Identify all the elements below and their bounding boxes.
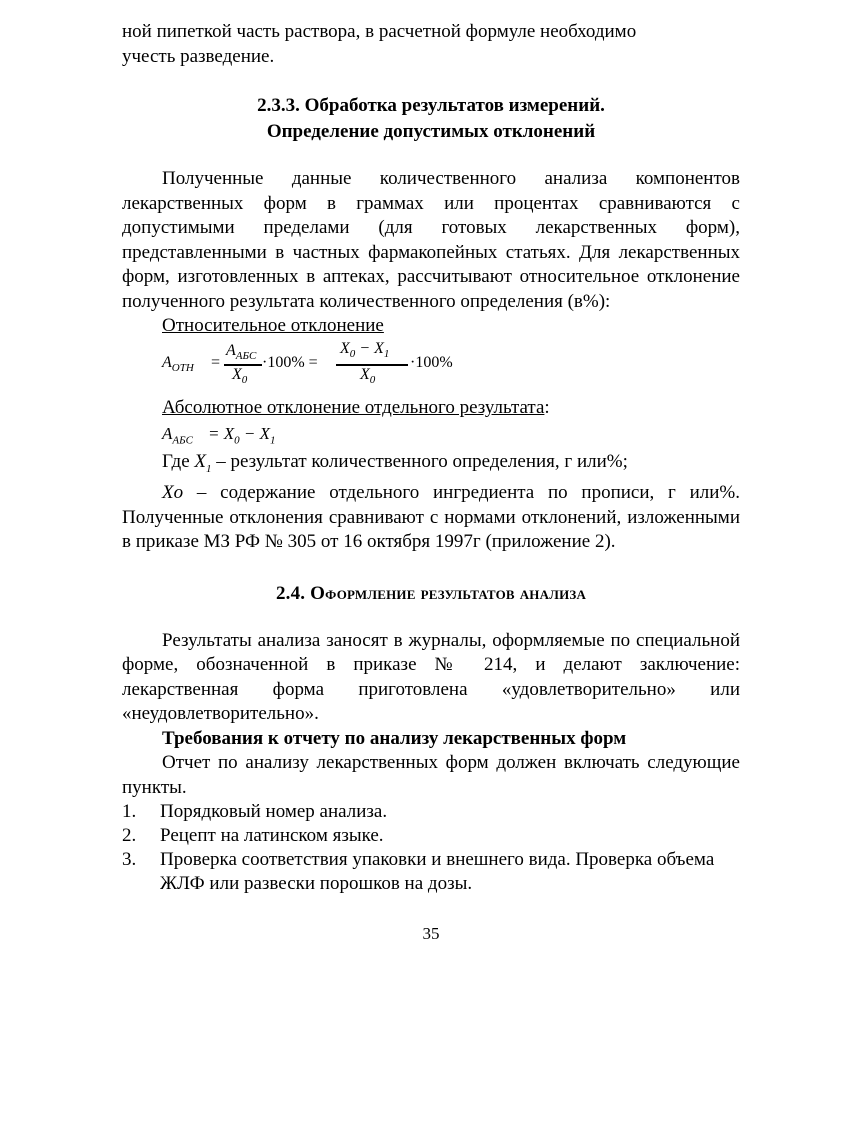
section-233-title-1: 2.3.3. Обработка результатов измерений. xyxy=(257,95,605,116)
xo-paragraph: Xo – содержание отдельного ингредиента по прописи, г или%. Полученные отклонения сравнивают с нормами отклонений, изложенными в приказе МЗ РФ № 305 от 16 октября 1997г (приложение 2). xyxy=(122,482,740,553)
list-item-text: Порядковый номер анализа. xyxy=(160,801,388,823)
list-item-text: Рецепт на латинском языке. xyxy=(160,825,384,847)
list-item xyxy=(122,824,740,848)
where-x1-line: Где $X_1$ – результат количественного определения, г или%; xyxy=(162,451,628,475)
relative-deviation-formula: $A_{ОТН}$ = $A_{АБС}$ $X_0$ ·100% = $X_0 - X_1$ $X_0$ ·100% xyxy=(162,340,453,387)
abs-heading-colon: : xyxy=(544,397,550,418)
list-item xyxy=(122,800,740,824)
report-intro: Отчет по анализу лекарственных форм должен включать следующие пункты. xyxy=(122,752,740,798)
section-233-title-2: Определение допустимых отклонений xyxy=(266,121,596,142)
page-number: 35 xyxy=(422,924,440,944)
document-page xyxy=(122,20,740,944)
section-24-title: 2.4. Оформление результатов анализа xyxy=(275,582,587,604)
section-24-paragraph: Результаты анализа заносят в журналы, оформляемые по специальной форме, обозначенной в приказе № 214, и делают заключение: лекарственная форма приготовлена «удовлетворительно» или «неудовлетворительно». xyxy=(122,629,740,725)
list-item-number: 2. xyxy=(122,825,137,847)
section-233-paragraph: Полученные данные количественного анализа компонентов лекарственных форм в граммах или процентах сравниваются с допустимыми пределами (для готовых лекарственных форм), представленными в частных фармакопейных статьях. Для лекарственных форм, изготовленных в аптеках, рассчитывают относительное отклонение полученного результата количественного определения (в%): xyxy=(122,168,740,312)
report-requirements-heading: Требования к отчету по анализу лекарственных форм xyxy=(162,727,627,749)
intro-line-2: учесть разведение. xyxy=(122,45,275,67)
list-item-number: 1. xyxy=(122,801,137,823)
list-item-number: 3. xyxy=(122,849,137,871)
absolute-deviation-heading: Абсолютное отклонение отдельного результата xyxy=(162,397,545,418)
absolute-deviation-formula: $A_{АБС}$ = $X_0 - X_1$ xyxy=(162,424,276,447)
intro-line-1: ной пипеткой часть раствора, в расчетной формуле необходимо xyxy=(122,21,637,42)
list-item-text: Проверка соответствия упаковки и внешнего вида. Проверка объема ЖЛФ или развески порошков на дозы. xyxy=(160,849,715,895)
list-item xyxy=(122,848,740,896)
report-items-list xyxy=(122,800,740,896)
relative-deviation-heading: Относительное отклонение xyxy=(162,315,384,336)
